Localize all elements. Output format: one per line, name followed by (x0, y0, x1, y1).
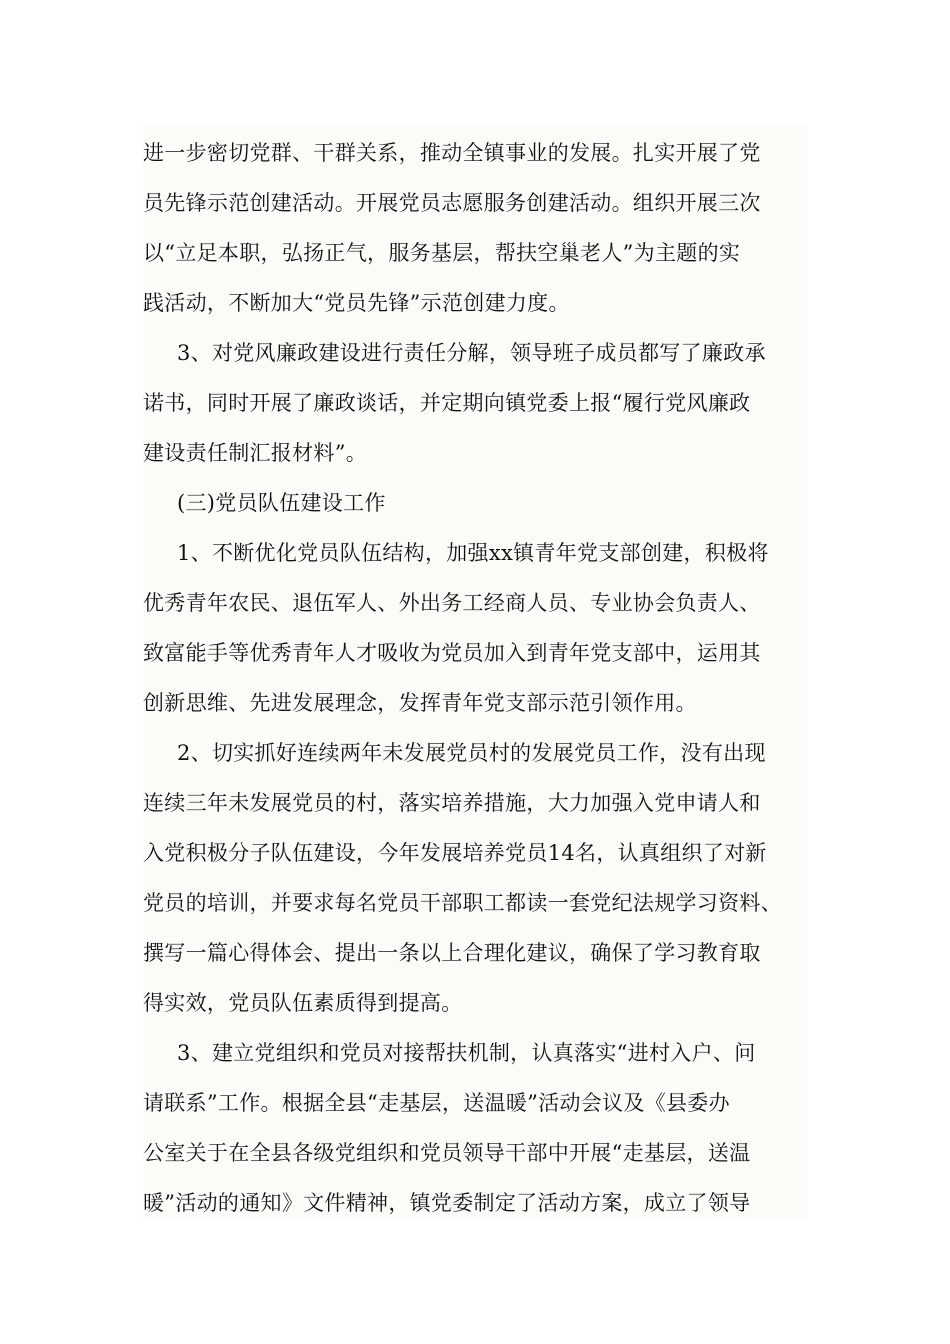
text-line: 诺书，同时开展了廉政谈话，并定期向镇党委上报“履行党风廉政 (143, 391, 751, 415)
text-line: 2、切实抓好连续两年未发展党员村的发展党员工作，没有出现 (177, 741, 766, 765)
text-line: 3、建立党组织和党员对接帮扶机制，认真落实“进村入户、问 (177, 1041, 756, 1065)
text-line: 撰写一篇心得体会、提出一条以上合理化建议，确保了学习教育取 (143, 941, 761, 965)
text-line: 践活动，不断加大“党员先锋”示范创建力度。 (143, 291, 570, 315)
text-line: 建设责任制汇报材料”。 (143, 441, 368, 465)
text-line: 创新思维、先进发展理念，发挥青年党支部示范引领作用。 (143, 691, 697, 715)
document-body (143, 124, 807, 1220)
text-line: 3、对党风廉政建设进行责任分解，领导班子成员都写了廉政承 (177, 341, 766, 365)
text-line: 暖”活动的通知》文件精神，镇党委制定了活动方案，成立了领导 (143, 1191, 751, 1215)
text-line: 进一步密切党群、干群关系，推动全镇事业的发展。扎实开展了党 (143, 141, 761, 165)
section-heading: (三)党员队伍建设工作 (177, 491, 386, 515)
text-line: 请联系”工作。根据全县“走基层，送温暖”活动会议及《县委办 (143, 1091, 730, 1115)
text-line: 员先锋示范创建活动。开展党员志愿服务创建活动。组织开展三次 (143, 191, 761, 215)
text-line: 入党积极分子队伍建设，今年发展培养党员14名，认真组织了对新 (143, 841, 767, 865)
text-line: 党员的培训，并要求每名党员干部职工都读一套党纪法规学习资料、 (143, 891, 782, 915)
text-line: 连续三年未发展党员的村，落实培养措施，大力加强入党申请人和 (143, 791, 761, 815)
text-line: 优秀青年农民、退伍军人、外出务工经商人员、专业协会负责人、 (143, 591, 761, 615)
text-line: 1、不断优化党员队伍结构，加强xx镇青年党支部创建，积极将 (177, 541, 769, 565)
text-line: 公室关于在全县各级党组织和党员领导干部中开展“走基层，送温 (143, 1141, 751, 1165)
text-line: 得实效，党员队伍素质得到提高。 (143, 991, 463, 1015)
text-line: 致富能手等优秀青年人才吸收为党员加入到青年党支部中，运用其 (143, 641, 761, 665)
text-line: 以“立足本职，弘扬正气，服务基层，帮扶空巢老人”为主题的实 (143, 241, 741, 265)
